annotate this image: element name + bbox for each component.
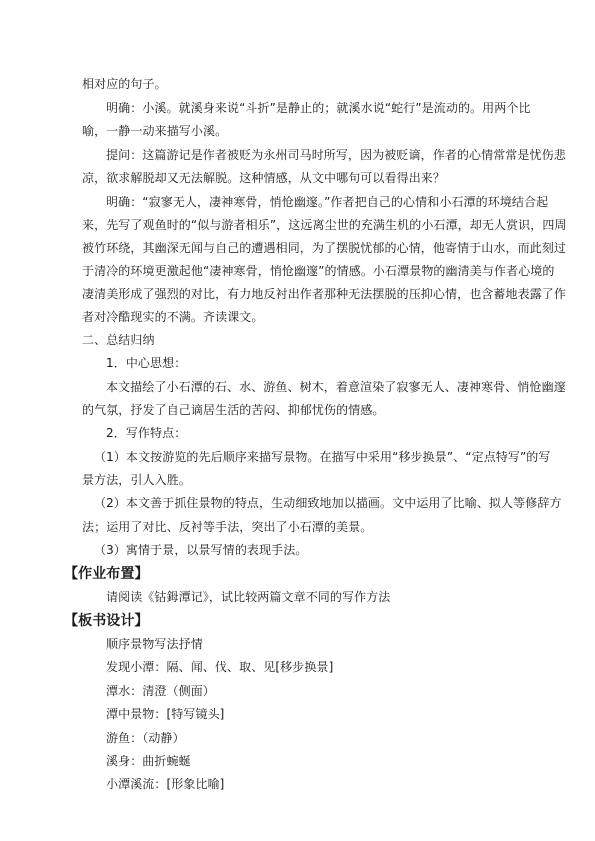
text-line: 明确：小溪。就溪身来说“斗折”是静止的；就溪水说“蛇行”是流动的。用两个比 [106,101,531,115]
text-line: 喻，一静一动来描写小溪。 [82,124,228,138]
subsection-title: 1．中心思想： [106,356,187,370]
text-line: 法；运用了对比、反衬等手法，突出了小石潭的美景。 [82,520,373,534]
board-line: 潭水：清澄（侧面） [106,684,215,698]
text-line: 本文描绘了小石潭的石、水、游鱼、树木，着意渲染了寂寥无人、凄神寒骨、悄怆幽邃 [106,380,566,394]
text-line: 明确：“寂寥无人，凄神寒骨，悄怆幽邃。”作者把自己的心情和小石潭的环境结合起 [106,195,549,209]
board-line: 溪身：曲折蜿蜒 [106,754,191,768]
text-line: 者对冷酷现实的不满。齐读课文。 [82,310,264,324]
text-line: （3）寓情于景，以景写情的表现手法。 [94,543,308,557]
text-line: 于清冷的环境更激起他“凄神寒骨，悄怆幽邃”的情感。小石潭景物的幽清美与作者心境的 [82,264,555,278]
board-line: 发现小潭：隔、闻、伐、取、见[移步换景] [106,660,334,674]
board-line: 小潭溪流：[形象比喻] [106,777,225,791]
text-line: 相对应的句子。 [82,77,167,91]
board-design-heading: 【板书设计】 [64,613,149,629]
text-line: （1）本文按游览的先后顺序来描写景物。在描写中采用“移步换景”、“定点特写”的写 [94,450,551,464]
subsection-title: 2．写作特点： [106,426,187,440]
homework-heading: 【作业布置】 [64,566,149,582]
text-line: 的气氛，抒发了自己谪居生活的苦闷、抑郁忧伤的情感。 [82,403,385,417]
section-title: 二、总结归纳 [82,333,155,347]
board-line: 潭中景物：[特写镜头] [106,707,225,721]
board-line: 游鱼：（动静） [106,731,185,745]
text-line: 请阅读《钴鉧潭记》，试比较两篇文章不同的写作方法 [106,590,391,604]
board-line: 顺序景物写法抒情 [106,637,203,651]
text-line: 凄清美形成了强烈的对比，有力地反衬出作者那种无法摆脱的压抑心情，也含蓄地表露了作 [82,287,567,301]
text-line: 景方法，引人入胜。 [82,473,191,487]
text-line: 提问：这篇游记是作者被贬为永州司马时所写，因为被贬谪，作者的心情常常是忧伤悲 [106,148,566,162]
text-line: 来，先写了观鱼时的“似与游者相乐”，这远离尘世的充满生机的小石潭，却无人赏识，四周 [82,218,567,232]
text-line: 凉，欲求解脱却又无法解脱。这种情感，从文中哪句可以看得出来？ [82,171,446,185]
text-line: 被竹环绕，其幽深无闻与自己的遭遇相同，为了摆脱忧郁的心情，他寄情于山水，而此刻过 [82,241,567,255]
text-line: （2）本文善于抓住景物的特点，生动细致地加以描画。文中运用了比喻、拟人等修辞方 [94,496,562,510]
